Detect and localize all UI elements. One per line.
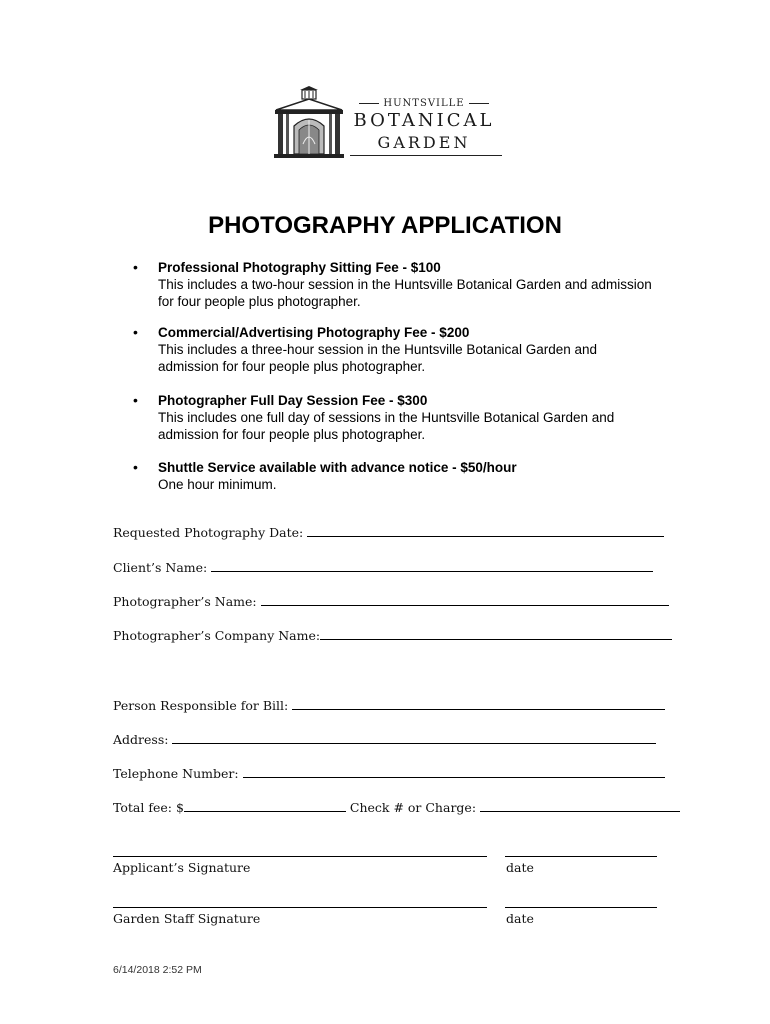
address-row: [113, 731, 656, 747]
responsible-label: Person Responsible for Bill:: [113, 698, 289, 713]
responsible-row: [113, 697, 665, 713]
applicant-date-label: date: [506, 860, 534, 875]
fee-description: This includes a three-hour session in the Huntsville Botanical Garden and admission for four people plus photographer.: [158, 342, 597, 374]
requested-date-row: [113, 524, 664, 540]
staff-date-line[interactable]: [505, 907, 657, 908]
check-label: Check # or Charge:: [349, 800, 477, 815]
telephone-row: [113, 765, 665, 781]
staff-signature-label: Garden Staff Signature: [113, 911, 261, 926]
fee-title: Photographer Full Day Session Fee - $300: [158, 393, 428, 408]
fee-description: This includes a two-hour session in the Huntsville Botanical Garden and admission for four people plus photographer.: [158, 277, 652, 309]
logo-wordmark-bottom: GARDEN: [377, 133, 471, 152]
staff-date-label: date: [506, 911, 534, 926]
total-fee-field[interactable]: [184, 799, 346, 812]
fee-title: Professional Photography Sitting Fee - $100: [158, 260, 441, 275]
requested-date-label: Requested Photography Date:: [113, 525, 304, 540]
logo-wordmark-top: HUNTSVILLE: [354, 98, 494, 109]
photographer-company-label: Photographer’s Company Name:: [113, 628, 321, 643]
fee-title: Shuttle Service available with advance notice - $50/hour: [158, 460, 517, 475]
bullet-icon: •: [133, 459, 138, 475]
address-label: Address:: [113, 732, 169, 747]
telephone-field[interactable]: [243, 765, 665, 778]
print-timestamp: 6/14/2018 2:52 PM: [113, 964, 202, 976]
photographer-company-row: [113, 627, 672, 643]
bullet-icon: •: [133, 259, 138, 275]
conservatory-building-icon: [272, 86, 346, 160]
logo-underline: [350, 155, 502, 156]
client-name-label: Client’s Name:: [113, 560, 208, 575]
bullet-icon: •: [133, 324, 138, 340]
responsible-field[interactable]: [292, 697, 665, 710]
fee-description: This includes one full day of sessions in the Huntsville Botanical Garden and admission for four people plus photographer.: [158, 410, 615, 442]
applicant-date-line[interactable]: [505, 856, 657, 857]
telephone-label: Telephone Number:: [113, 766, 239, 781]
photographer-company-field[interactable]: [320, 627, 672, 640]
applicant-signature-line[interactable]: [113, 856, 487, 857]
page-title: PHOTOGRAPHY APPLICATION: [208, 212, 562, 239]
address-field[interactable]: [172, 731, 656, 744]
check-field[interactable]: [480, 799, 680, 812]
garden-logo: [272, 86, 502, 160]
total-fee-row: [113, 799, 680, 815]
client-name-row: [113, 559, 653, 575]
logo-wordmark-middle: BOTANICAL: [353, 110, 495, 131]
fee-description: One hour minimum.: [158, 477, 277, 492]
fee-title: Commercial/Advertising Photography Fee - $200: [158, 325, 470, 340]
client-name-field[interactable]: [211, 559, 653, 572]
bullet-icon: •: [133, 392, 138, 408]
applicant-signature-label: Applicant’s Signature: [113, 860, 251, 875]
photographer-name-label: Photographer’s Name:: [113, 594, 257, 609]
requested-date-field[interactable]: [307, 524, 664, 537]
total-fee-label: Total fee: $: [113, 800, 184, 815]
photographer-name-field[interactable]: [261, 593, 669, 606]
photographer-name-row: [113, 593, 669, 609]
staff-signature-line[interactable]: [113, 907, 487, 908]
